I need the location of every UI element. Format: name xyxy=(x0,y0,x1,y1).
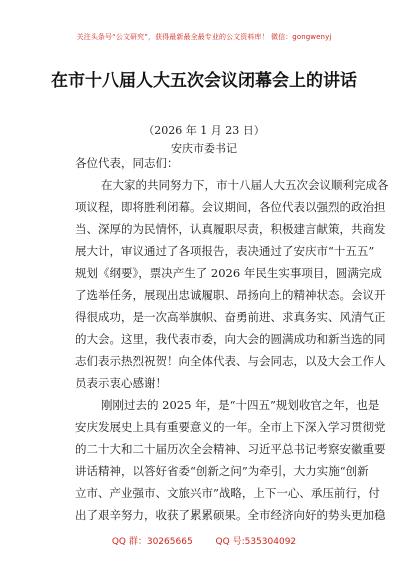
speaker-title: 安庆市委书记 xyxy=(171,142,237,155)
document-title: 在市十八届人大五次会议闭幕会上的讲话 xyxy=(51,71,357,91)
paragraph-line: 讲话精神，以答好省委“创新之问”为牵引，大力实施“创新 xyxy=(75,464,369,478)
paragraph-line: 项议程，即将胜利闭幕。会议期间，各位代表以强烈的政治担 xyxy=(75,200,386,214)
paragraph-line: 的二十大和二十届历次全会精神、习近平总书记考察安徽重要 xyxy=(75,442,386,456)
paragraph-line: 员表示衷心感谢！ xyxy=(75,376,167,390)
paragraph-line: 了选举任务，展现出忠诚履职、昂扬向上的精神状态。会议开 xyxy=(75,288,386,302)
salutation: 各位代表，同志们： xyxy=(75,156,179,170)
paragraph-line: 得很成功，是一次高举旗帜、奋勇前进、求真务实、风清气正 xyxy=(75,310,386,324)
paragraph-line: 安庆发展史上具有重要意义的一年。全市上下深入学习贯彻党 xyxy=(75,420,386,434)
qq-number: QQ 号:535304092 xyxy=(215,537,297,547)
contact-footer xyxy=(0,534,408,547)
paragraph-line: 当、深厚的为民情怀，认真履职尽责，积极建言献策，共商发 xyxy=(75,222,386,236)
paragraph-line: 立市、产业强市、文旅兴市”战略，上下一心、承压前行，付 xyxy=(75,486,380,500)
document-body xyxy=(75,152,389,526)
paragraph-line: 志们表示热烈祝贺！向全体代表、与会同志，以及大会工作人 xyxy=(75,354,386,368)
document-date: （2026 年 1 月 23 日） xyxy=(143,124,265,137)
paragraph-line: 刚刚过去的 2025 年，是“十四五”规划收官之年，也是 xyxy=(101,398,380,412)
qq-group-number: QQ 群：30265665 xyxy=(111,537,193,547)
paragraph-line: 展大计，审议通过了各项报告，表决通过了安庆市“十五五” xyxy=(75,244,375,258)
paragraph-line: 在大家的共同努力下，市十八届人大五次会议顺利完成各 xyxy=(101,178,389,192)
promo-header: 关注头条号“公文研究”，获得最新最全最专业的公文资料库！ 微信：gongwenyj xyxy=(76,33,332,41)
paragraph-line: 出了艰辛努力，收获了累累硕果。全市经济向好的势头更加稳 xyxy=(75,508,386,522)
paragraph-line: 规划《纲要》，票决产生了 2026 年民生实事项目，圆满完成 xyxy=(75,266,382,280)
paragraph-line: 的大会。这里，我代表市委，向大会的圆满成功和新当选的同 xyxy=(75,332,386,346)
